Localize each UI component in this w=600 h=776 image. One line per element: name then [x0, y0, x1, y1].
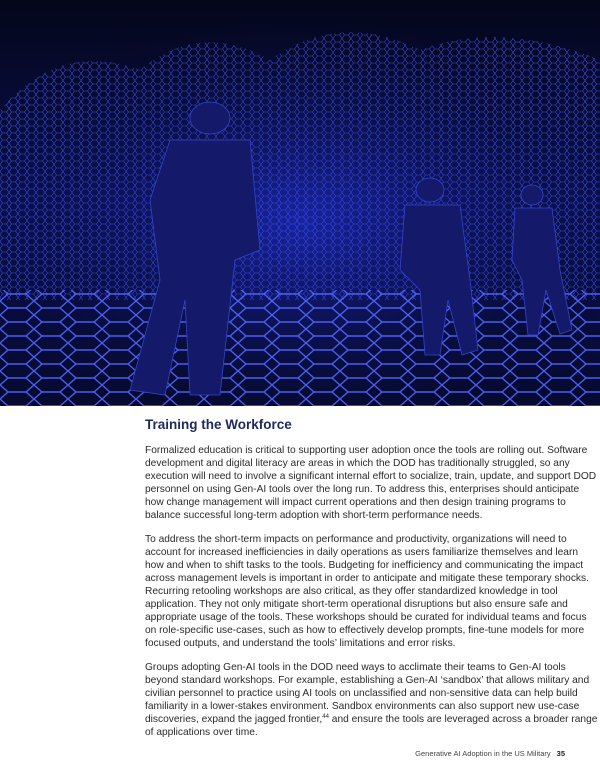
page-number: 35 — [556, 749, 565, 758]
text-line: To address the short-term impacts on performance and productivity, organizations will need to — [145, 534, 567, 545]
text-line: focused outputs, and understand the tools’ limitations and error risks. — [145, 638, 456, 649]
paragraph-3 — [145, 661, 598, 739]
text-line: application. They not only mitigate short-term operational disruptions but also ensure safe and — [145, 599, 568, 610]
page-footer — [415, 749, 565, 759]
text-fragment: and ensure the tools are leveraged across a broader range — [328, 714, 598, 725]
text-line: Formalized education is critical to supporting user adoption once the tools are rolling out. Software — [145, 445, 588, 456]
text-line: how and when to shift tasks to the tools. Budgeting for inefficiency and communicating the impact — [145, 560, 584, 571]
text-line: beyond standard workshops. For example, establishing a Gen-AI ‘sandbox’ that allows military and — [145, 675, 590, 686]
footnote-reference[interactable]: 44 — [322, 714, 329, 720]
text-line: development and digital literacy are areas in which the DOD has traditionally struggled, so any — [145, 458, 570, 469]
text-line: account for increased inefficiencies in daily operations as users familiarize themselves and learn — [145, 547, 579, 558]
text-line: appropriate usage of the tools. These workshops should be curated for individual teams and focus — [145, 612, 587, 623]
text-line: across management levels is important in order to anticipate and mitigate these temporary shocks. — [145, 573, 589, 584]
text-line-with-footnote — [145, 713, 598, 726]
text-line: how change management will impact current operations and then design training programs to — [145, 497, 566, 508]
text-line: civilian personnel to practice using AI tools on unclassified and non-sensitive data can help build — [145, 688, 578, 699]
text-line: balance successful long-term adoption with short-term performance needs. — [145, 510, 483, 521]
paragraph-1 — [145, 444, 597, 522]
section-heading: Training the Workforce — [145, 417, 292, 432]
text-line: personnel on using Gen-AI tools over the long run. To address this, enterprises should anticipate — [145, 484, 580, 495]
footer-title: Generative AI Adoption in the US Military — [415, 749, 551, 758]
paragraph-2 — [145, 533, 589, 650]
text-line: Groups adopting Gen-AI tools in the DOD need ways to acclimate their teams to Gen-AI tools — [145, 662, 566, 673]
text-line: on role-specific use-cases, such as how to effectively develop prompts, fine-tune models for more — [145, 625, 585, 636]
text-fragment: discoveries, expand the jagged frontier, — [145, 714, 323, 725]
text-line: familiarity in a lower-stakes environment. Sandbox environments can also support new use-case — [145, 701, 580, 712]
text-line: execution will need to involve a significant internal effort to socialize, train, update, and support DOD — [145, 471, 597, 482]
text-line: Recurring retooling workshops are also critical, as they offer standardized knowledge in tool — [145, 586, 558, 597]
text-line: of applications over time. — [145, 727, 258, 738]
